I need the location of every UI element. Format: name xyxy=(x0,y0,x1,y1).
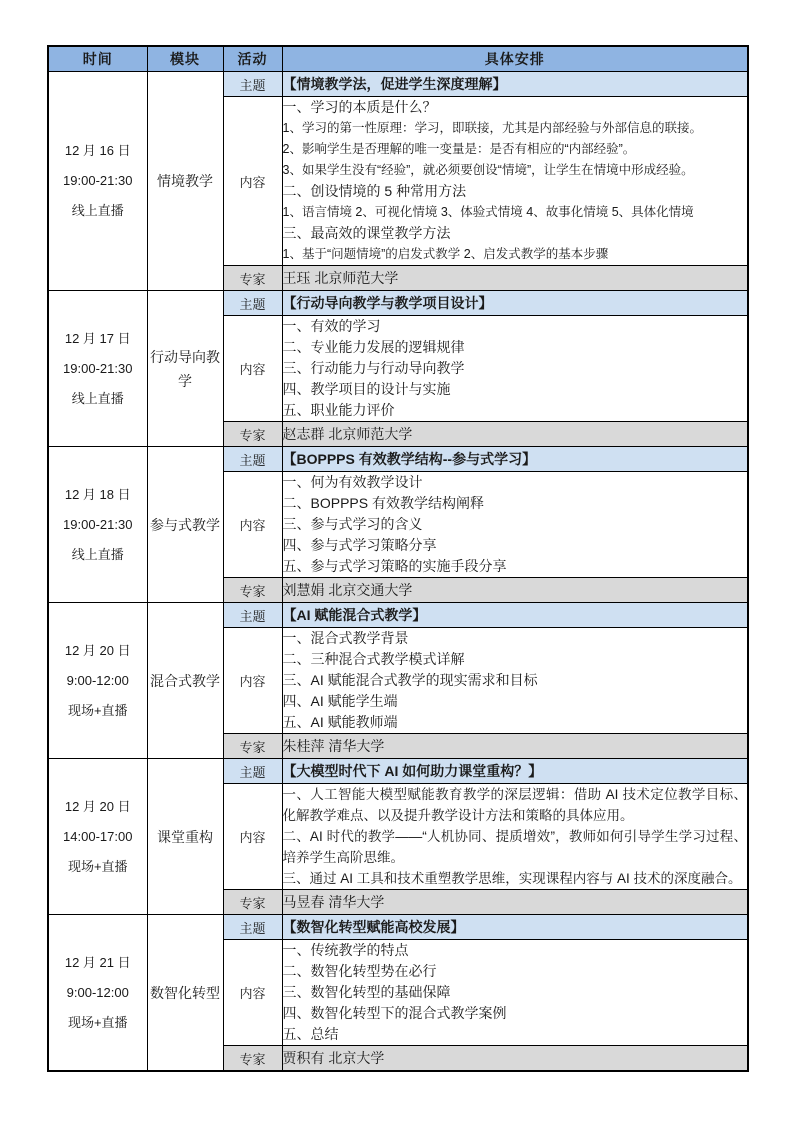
activity-label-content: 内容 xyxy=(223,97,282,266)
session-group xyxy=(48,759,748,915)
content-line: 五、参与式学习策略的实施手段分享 xyxy=(282,558,507,574)
theme-row xyxy=(48,603,748,628)
session-mode: 线上直播 xyxy=(71,546,124,562)
content-line: 三、通过 AI 工具和技术重塑教学思维，实现课程内容与 AI 技术的深度融合。 xyxy=(282,871,742,886)
content-cell xyxy=(282,940,748,1046)
content-line: 五、AI 赋能教师端 xyxy=(282,714,398,730)
content-line: 三、数智化转型的基础保障 xyxy=(282,984,451,1000)
content-line: 2、影响学生是否理解的唯一变量是：是否有相应的“内部经验”。 xyxy=(282,142,636,156)
content-line: 二、AI 时代的教学——“人机协同、提质增效”，教师如何引导学生学习过程、培养学生高阶思维。 xyxy=(282,829,747,865)
column-header-details: 具体安排 xyxy=(282,46,748,72)
content-line: 一、混合式教学背景 xyxy=(282,630,409,646)
activity-label-content: 内容 xyxy=(223,940,282,1046)
session-mode: 现场+直播 xyxy=(67,858,128,874)
session-mode: 现场+直播 xyxy=(67,1014,128,1030)
activity-label-theme: 主题 xyxy=(223,291,282,316)
theme-title: 【情境教学法，促进学生深度理解】 xyxy=(282,72,748,97)
content-line: 1、学习的第一性原理：学习，即联接，尤其是内部经验与外部信息的联接。 xyxy=(282,121,702,135)
expert-name: 贾积有 北京大学 xyxy=(282,1046,748,1072)
activity-label-theme: 主题 xyxy=(223,915,282,940)
expert-name: 刘慧娟 北京交通大学 xyxy=(282,578,748,603)
content-line: 二、专业能力发展的逻辑规律 xyxy=(282,339,465,355)
content-line: 五、职业能力评价 xyxy=(282,402,395,418)
content-line: 一、有效的学习 xyxy=(282,318,381,334)
content-cell xyxy=(282,316,748,422)
theme-title: 【AI 赋能混合式教学】 xyxy=(282,603,748,628)
activity-label-theme: 主题 xyxy=(223,603,282,628)
content-line: 四、参与式学习策略分享 xyxy=(282,537,437,553)
content-line: 一、人工智能大模型赋能教育教学的深层逻辑：借助 AI 技术定位教学目标、化解教学难点、以及提升教学设计方法和策略的具体应用。 xyxy=(282,787,747,823)
session-time: 9:00-12:00 xyxy=(66,984,129,1000)
content-line: 三、参与式学习的含义 xyxy=(282,516,423,532)
session-time: 19:00-21:30 xyxy=(63,173,133,188)
module-cell: 参与式教学 xyxy=(147,447,223,603)
content-line: 一、何为有效教学设计 xyxy=(282,474,423,490)
session-group xyxy=(48,603,748,759)
session-mode: 线上直播 xyxy=(71,203,124,218)
theme-row xyxy=(48,72,748,97)
time-cell xyxy=(48,447,147,603)
session-time: 19:00-21:30 xyxy=(63,360,133,376)
session-mode: 线上直播 xyxy=(71,390,124,406)
content-line: 四、数智化转型下的混合式教学案例 xyxy=(282,1005,507,1021)
content-line: 四、AI 赋能学生端 xyxy=(282,693,398,709)
theme-row xyxy=(48,291,748,316)
expert-name: 王珏 北京师范大学 xyxy=(282,266,748,291)
theme-title: 【BOPPPS 有效教学结构--参与式学习】 xyxy=(282,447,748,472)
session-date: 12 月 16 日 xyxy=(64,143,131,158)
activity-label-content: 内容 xyxy=(223,784,282,890)
activity-label-content: 内容 xyxy=(223,472,282,578)
session-group xyxy=(48,915,748,1072)
theme-title: 【大模型时代下 AI 如何助力课堂重构？】 xyxy=(282,759,748,784)
content-line: 四、教学项目的设计与实施 xyxy=(282,381,451,397)
expert-name: 赵志群 北京师范大学 xyxy=(282,422,748,447)
theme-title: 【数智化转型赋能高校发展】 xyxy=(282,915,748,940)
module-cell: 课堂重构 xyxy=(147,759,223,915)
content-line: 三、行动能力与行动导向教学 xyxy=(282,360,465,376)
module-cell: 数智化转型 xyxy=(147,915,223,1072)
content-line: 二、BOPPPS 有效教学结构阐释 xyxy=(282,495,484,511)
content-cell xyxy=(282,472,748,578)
content-line: 1、语言情境 2、可视化情境 3、体验式情境 4、故事化情境 5、具体化情境 xyxy=(282,205,694,219)
session-group xyxy=(48,447,748,603)
session-date: 12 月 18 日 xyxy=(64,486,131,502)
schedule-table xyxy=(47,45,749,1072)
content-line: 二、创设情境的 5 种常用方法 xyxy=(282,183,467,199)
activity-label-expert: 专家 xyxy=(223,266,282,291)
time-cell xyxy=(48,759,147,915)
time-cell xyxy=(48,915,147,1072)
session-group xyxy=(48,291,748,447)
content-line: 二、三种混合式教学模式详解 xyxy=(282,651,465,667)
content-line: 二、数智化转型势在必行 xyxy=(282,963,437,979)
theme-row xyxy=(48,447,748,472)
session-date: 12 月 20 日 xyxy=(64,642,131,658)
content-line: 一、学习的本质是什么？ xyxy=(282,99,437,115)
activity-label-theme: 主题 xyxy=(223,72,282,97)
table-header-row xyxy=(48,46,748,72)
activity-label-content: 内容 xyxy=(223,628,282,734)
session-time: 14:00-17:00 xyxy=(63,828,133,844)
activity-label-expert: 专家 xyxy=(223,734,282,759)
session-group xyxy=(48,72,748,291)
content-cell xyxy=(282,784,748,890)
content-cell xyxy=(282,628,748,734)
content-line: 一、传统教学的特点 xyxy=(282,942,409,958)
content-cell xyxy=(282,97,748,266)
expert-name: 马昱春 清华大学 xyxy=(282,890,748,915)
column-header-module: 模块 xyxy=(147,46,223,72)
content-line: 三、最高效的课堂教学方法 xyxy=(282,225,451,241)
column-header-activity: 活动 xyxy=(223,46,282,72)
expert-name: 朱桂萍 清华大学 xyxy=(282,734,748,759)
activity-label-expert: 专家 xyxy=(223,578,282,603)
theme-title: 【行动导向教学与教学项目设计】 xyxy=(282,291,748,316)
activity-label-expert: 专家 xyxy=(223,1046,282,1072)
session-mode: 现场+直播 xyxy=(67,702,128,718)
session-date: 12 月 21 日 xyxy=(64,954,131,970)
session-date: 12 月 20 日 xyxy=(64,798,131,814)
theme-row xyxy=(48,915,748,940)
session-date: 12 月 17 日 xyxy=(64,330,131,346)
theme-row xyxy=(48,759,748,784)
time-cell xyxy=(48,291,147,447)
module-cell: 混合式教学 xyxy=(147,603,223,759)
content-line: 1、基于“问题情境”的启发式教学 2、启发式教学的基本步骤 xyxy=(282,247,609,261)
activity-label-expert: 专家 xyxy=(223,422,282,447)
content-line: 3、如果学生没有“经验”，就必须要创设“情境”，让学生在情境中形成经验。 xyxy=(282,163,694,177)
activity-label-expert: 专家 xyxy=(223,890,282,915)
activity-label-theme: 主题 xyxy=(223,447,282,472)
content-line: 五、总结 xyxy=(282,1026,339,1042)
module-cell: 情境教学 xyxy=(147,72,223,291)
content-line: 三、AI 赋能混合式教学的现实需求和目标 xyxy=(282,672,538,688)
time-cell xyxy=(48,72,147,291)
activity-label-content: 内容 xyxy=(223,316,282,422)
session-time: 19:00-21:30 xyxy=(63,516,133,532)
activity-label-theme: 主题 xyxy=(223,759,282,784)
time-cell xyxy=(48,603,147,759)
module-cell: 行动导向教学 xyxy=(147,291,223,447)
column-header-time: 时间 xyxy=(48,46,147,72)
session-time: 9:00-12:00 xyxy=(66,672,129,688)
